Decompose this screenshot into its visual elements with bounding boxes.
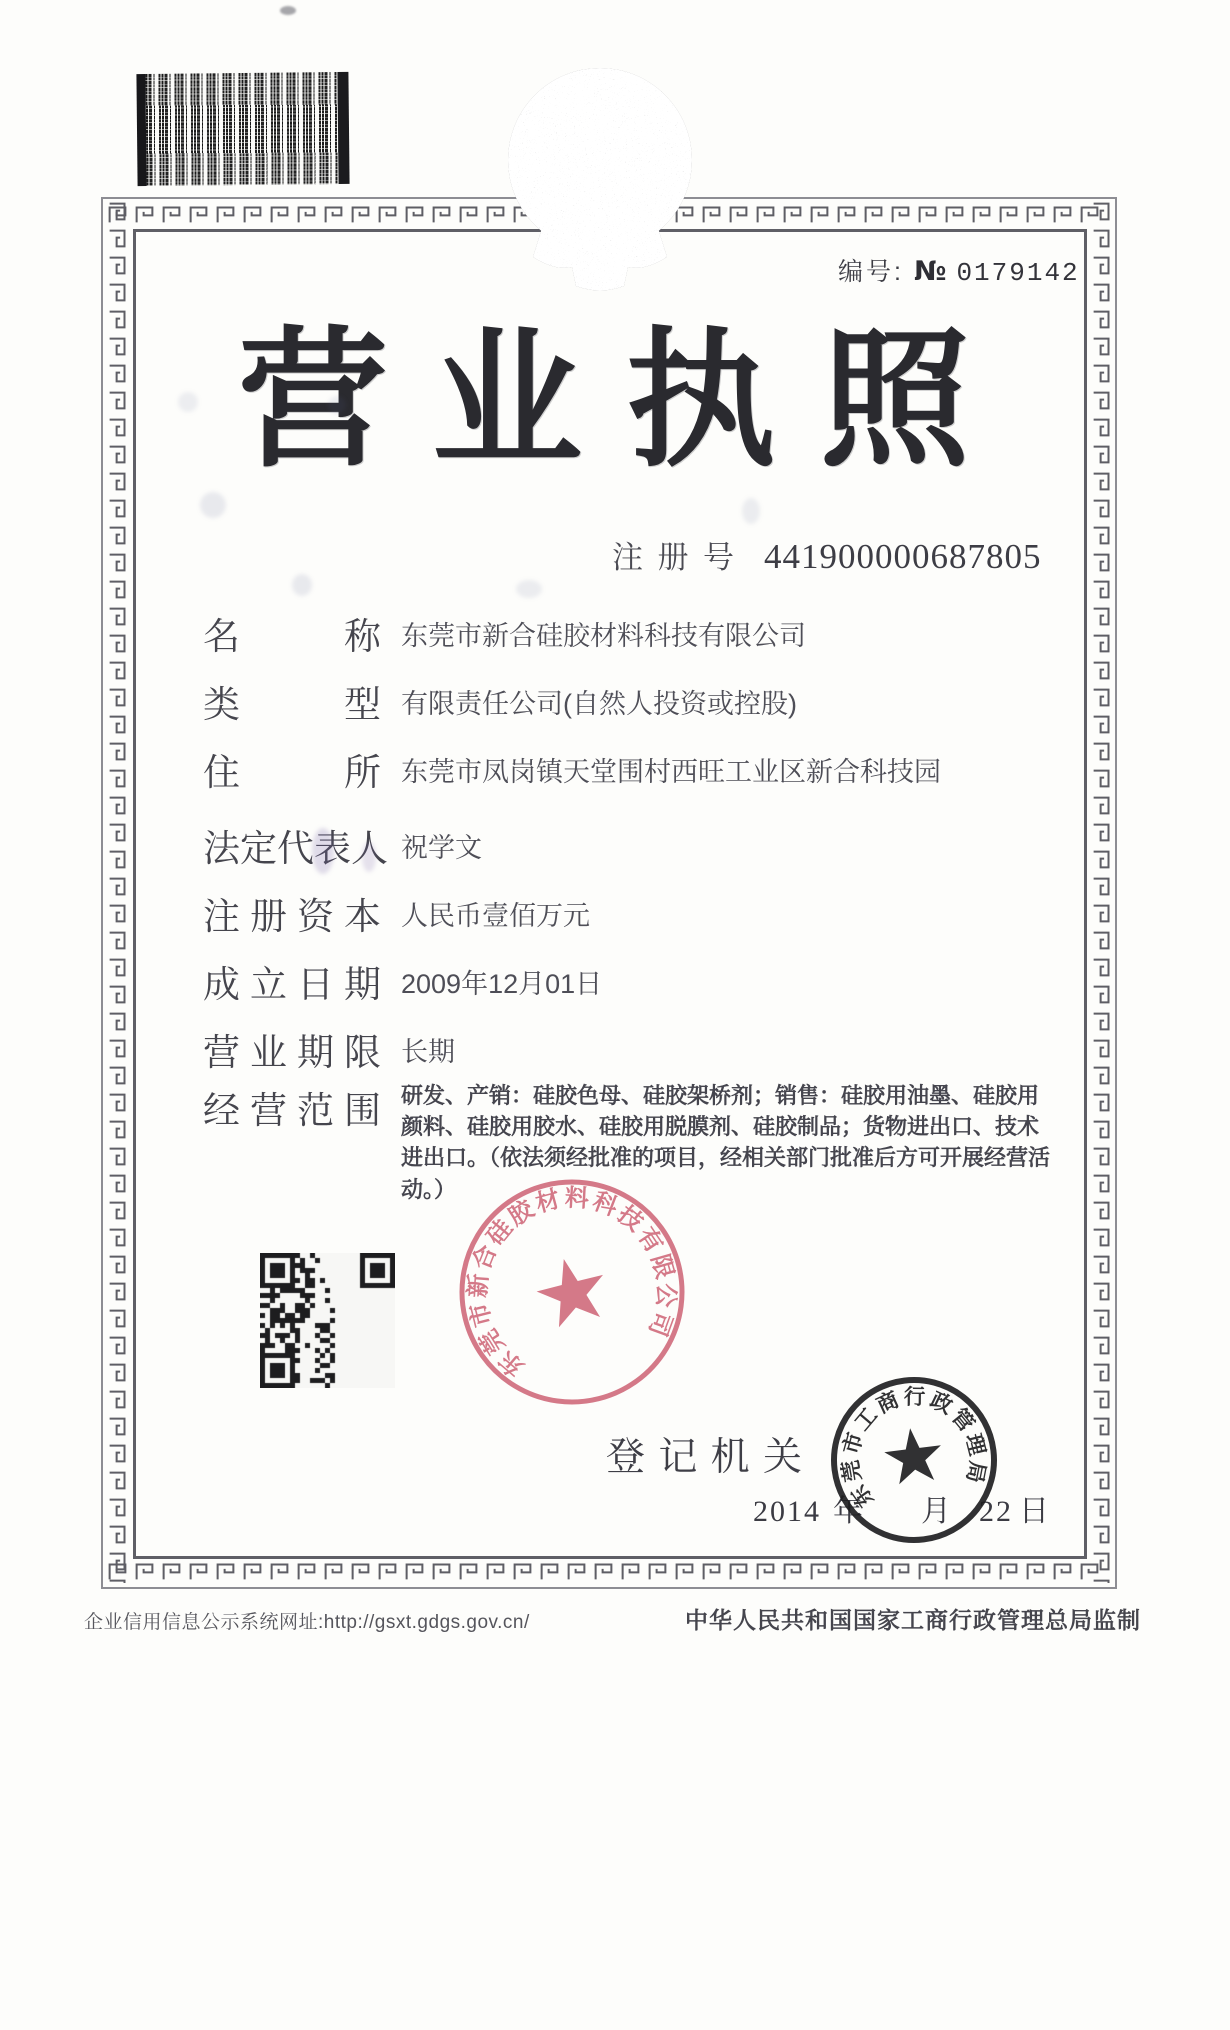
date-year-unit: 年 [833, 1495, 863, 1528]
field-row-name [203, 606, 806, 660]
field-row-address [203, 742, 941, 796]
date-day-unit: 日 [1019, 1495, 1049, 1528]
field-row-type [203, 674, 797, 728]
field-row-legal-rep [203, 818, 482, 872]
field-value: 研发、产销：硅胶色母、硅胶架桥剂；销售：硅胶用油墨、硅胶用颜料、硅胶用胶水、硅胶用脱膜剂、硅胶制品；货物进出口、技术进出口。（依法须经批准的项目，经相关部门批准后方可开展经营活动。） [401, 1083, 1051, 1202]
field-label: 经 营 范 围 [203, 1090, 381, 1131]
scan-smudge [292, 574, 312, 596]
barcode-graphic [136, 72, 349, 186]
field-value: 人民币壹佰万元 [401, 900, 590, 931]
field-label: 法 定 代 表 人 [203, 828, 388, 869]
registration-number: 441900000687805 [764, 537, 1042, 576]
field-label: 注 册 资 本 [203, 896, 381, 937]
registrar-label: 登 记 机 关 [606, 1436, 802, 1479]
field-value: 长期 [401, 1036, 455, 1067]
company-seal-text: 东莞市新合硅胶材料科技有限公司 [464, 1184, 680, 1382]
border-band-right [1088, 201, 1114, 1583]
field-value: 祝学文 [401, 832, 482, 863]
date-day: 22 [979, 1495, 1013, 1528]
border-band-bottom [107, 1558, 1111, 1584]
field-value: 2009年12月01日 [401, 968, 603, 999]
black-registrar-seal [816, 1362, 1012, 1558]
scan-smudge [742, 498, 760, 524]
field-row-term [203, 1022, 455, 1076]
scan-smudge [328, 396, 346, 414]
scan-smudge [200, 492, 226, 518]
serial-row [838, 252, 1080, 288]
serial-number: 0179142 [956, 258, 1080, 288]
prc-national-emblem [500, 64, 700, 296]
field-label: 住 所 [203, 752, 381, 793]
field-label: 名 称 [203, 616, 381, 657]
field-value: 东莞市凤岗镇天堂围村西旺工业区新合科技园 [401, 756, 941, 787]
scan-smudge [312, 828, 334, 874]
serial-label: 编号: [838, 258, 904, 286]
registration-row [612, 532, 1042, 577]
field-label: 成 立 日 期 [203, 964, 381, 1005]
field-row-established [203, 954, 602, 1008]
registrar-seal-text: 东莞市工商行政管理局 [838, 1384, 990, 1512]
field-label: 类 型 [203, 684, 381, 725]
field-value: 有限责任公司(自然人投资或控股) [401, 688, 797, 719]
scan-smudge [362, 842, 376, 872]
star-icon [882, 1425, 945, 1486]
qr-code [260, 1253, 395, 1388]
scan-smudge [280, 6, 296, 15]
scan-smudge [178, 392, 198, 412]
field-row-capital [203, 886, 590, 940]
footer-issuer: 中华人民共和国国家工商行政管理总局监制 [685, 1607, 1141, 1633]
numero-symbol: № [913, 256, 947, 287]
license-title: 营 业 执 照 [238, 316, 970, 484]
registration-label: 注 册 号 [612, 540, 734, 575]
date-month-unit: 月 [921, 1495, 951, 1528]
footer-public-system-url: 企业信用信息公示系统网址:http://gsxt.gdgs.gov.cn/ [84, 1612, 530, 1633]
field-label: 营 业 期 限 [203, 1032, 381, 1073]
scan-smudge [516, 580, 542, 598]
date-year: 2014 [753, 1495, 821, 1528]
border-band-left [104, 201, 130, 1583]
field-value: 东莞市新合硅胶材料科技有限公司 [401, 620, 806, 651]
star-icon [531, 1251, 613, 1331]
